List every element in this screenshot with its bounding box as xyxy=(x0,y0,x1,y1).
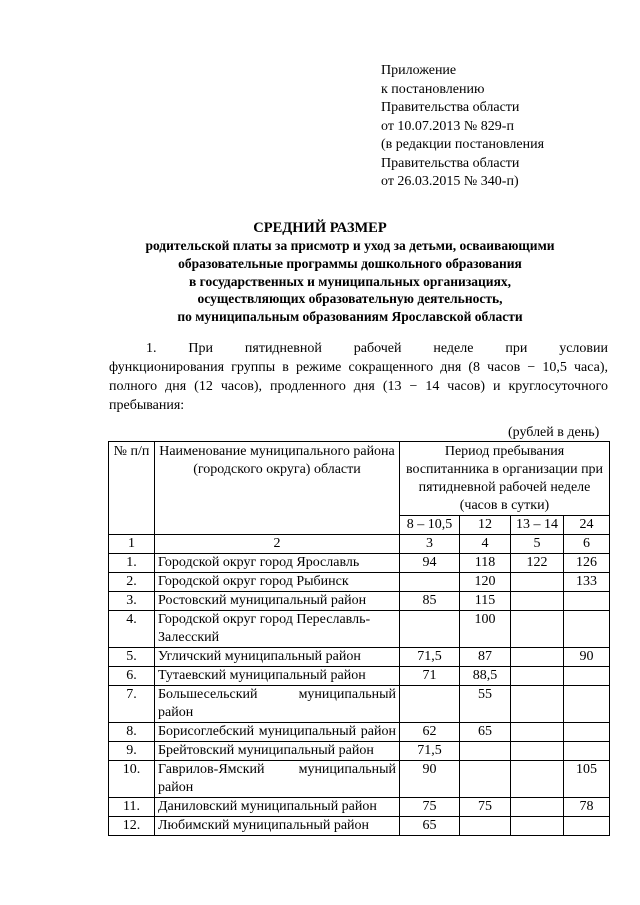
header-row xyxy=(109,442,610,516)
row-num: 10. xyxy=(109,761,155,798)
paragraph-1 xyxy=(109,339,608,415)
row-value: 65 xyxy=(400,817,460,836)
row-num: 1. xyxy=(109,554,155,573)
index-cell: 4 xyxy=(460,535,511,554)
row-value xyxy=(511,761,564,798)
row-value xyxy=(564,817,610,836)
row-name: Даниловский муниципальный район xyxy=(155,798,400,817)
document-subtitle xyxy=(96,237,604,326)
paragraph-line: функционирования группы в режиме сокращенного дня (8 часов − 10,5 часа), xyxy=(109,360,608,375)
row-num: 5. xyxy=(109,648,155,667)
row-value: 87 xyxy=(460,648,511,667)
subheader-cell: 12 xyxy=(460,516,511,535)
row-name: Гаврилов-Ямский муниципальный район xyxy=(155,761,400,798)
index-cell: 3 xyxy=(400,535,460,554)
row-value xyxy=(564,667,610,686)
row-value: 75 xyxy=(400,798,460,817)
index-cell: 6 xyxy=(564,535,610,554)
row-num: 11. xyxy=(109,798,155,817)
row-value: 71,5 xyxy=(400,648,460,667)
document-title: СРЕДНИЙ РАЗМЕР xyxy=(253,220,387,236)
row-name: Тутаевский муниципальный район xyxy=(155,667,400,686)
index-cell: 1 xyxy=(109,535,155,554)
paragraph-line: полного дня (12 часов), продленного дня (13 − 14 часов) и круглосуточного xyxy=(109,379,608,394)
row-value: 88,5 xyxy=(460,667,511,686)
table-row xyxy=(109,554,610,573)
table-row xyxy=(109,686,610,723)
row-value: 75 xyxy=(460,798,511,817)
approval-line: Правительства области xyxy=(381,100,520,115)
row-value xyxy=(460,742,511,761)
index-cell: 2 xyxy=(155,535,400,554)
row-value: 115 xyxy=(460,592,511,611)
row-name: Угличский муниципальный район xyxy=(155,648,400,667)
row-value xyxy=(564,592,610,611)
row-value: 118 xyxy=(460,554,511,573)
paragraph-word: неделе xyxy=(433,341,474,356)
subtitle-line: по муниципальным образованиям Ярославской области xyxy=(177,309,523,325)
subtitle-line: образовательные программы дошкольного образования xyxy=(178,255,522,271)
row-num: 7. xyxy=(109,686,155,723)
row-name: Ростовский муниципальный район xyxy=(155,592,400,611)
row-value xyxy=(460,817,511,836)
row-value xyxy=(511,648,564,667)
subheader-cell: 24 xyxy=(564,516,610,535)
row-value xyxy=(400,573,460,592)
row-value xyxy=(511,573,564,592)
row-value xyxy=(511,723,564,742)
row-value: 105 xyxy=(564,761,610,798)
row-value xyxy=(511,798,564,817)
row-name: Большесельский муниципальный район xyxy=(155,686,400,723)
row-name: Брейтовский муниципальный район xyxy=(155,742,400,761)
paragraph-word: при xyxy=(505,341,528,356)
subtitle-line: осуществляющих образовательную деятельность, xyxy=(197,291,503,307)
row-value: 90 xyxy=(400,761,460,798)
table-row xyxy=(109,817,610,836)
row-value: 71 xyxy=(400,667,460,686)
row-value: 65 xyxy=(460,723,511,742)
row-value xyxy=(400,686,460,723)
row-value xyxy=(511,686,564,723)
row-value xyxy=(564,723,610,742)
row-value xyxy=(564,686,610,723)
row-num: 2. xyxy=(109,573,155,592)
row-value xyxy=(460,761,511,798)
row-value: 133 xyxy=(564,573,610,592)
table-row xyxy=(109,742,610,761)
row-value: 62 xyxy=(400,723,460,742)
row-name: Городской округ город Ярославль xyxy=(155,554,400,573)
row-value: 120 xyxy=(460,573,511,592)
unit-label: (рублей в день) xyxy=(508,425,600,440)
approval-line: к постановлению xyxy=(381,81,485,97)
row-value xyxy=(511,667,564,686)
approval-line: Правительства области xyxy=(381,155,520,171)
header-name: Наименование муниципального района (городского округа) области xyxy=(155,442,400,535)
approval-block xyxy=(381,62,544,192)
paragraph-word: 1. xyxy=(146,341,157,356)
row-value xyxy=(511,742,564,761)
row-num: 3. xyxy=(109,592,155,611)
row-value: 78 xyxy=(564,798,610,817)
row-value: 126 xyxy=(564,554,610,573)
row-num: 9. xyxy=(109,742,155,761)
row-value xyxy=(564,742,610,761)
row-value: 100 xyxy=(460,611,511,648)
header-period: Период пребывания воспитанника в организации при пятидневной рабочей неделе (часов в сутки) xyxy=(400,442,610,516)
row-name: Любимский муниципальный район xyxy=(155,817,400,836)
table-row xyxy=(109,592,610,611)
row-num: 8. xyxy=(109,723,155,742)
row-value: 90 xyxy=(564,648,610,667)
row-value: 94 xyxy=(400,554,460,573)
approval-line: от 10.07.2013 № 829-п xyxy=(381,118,514,134)
paragraph-word: При xyxy=(188,341,213,356)
row-value: 85 xyxy=(400,592,460,611)
row-value: 122 xyxy=(511,554,564,573)
paragraph-word: рабочей xyxy=(353,341,402,356)
index-cell: 5 xyxy=(511,535,564,554)
row-value xyxy=(511,817,564,836)
approval-line: от 26.03.2015 № 340-п) xyxy=(381,174,519,189)
table-row xyxy=(109,573,610,592)
paragraph-line xyxy=(109,339,608,358)
row-name: Борисоглебский муниципальный район xyxy=(155,723,400,742)
row-name: Городской округ город Переславль-Залесский xyxy=(155,611,400,648)
row-value xyxy=(564,611,610,648)
header-num: № п/п xyxy=(109,442,155,535)
paragraph-word: условии xyxy=(559,341,608,356)
paragraph-line: пребывания: xyxy=(109,398,185,413)
table-row xyxy=(109,761,610,798)
table-row xyxy=(109,648,610,667)
subheader-cell: 8 – 10,5 xyxy=(400,516,460,535)
row-value: 71,5 xyxy=(400,742,460,761)
row-value: 55 xyxy=(460,686,511,723)
row-value xyxy=(400,611,460,648)
row-num: 12. xyxy=(109,817,155,836)
table-row xyxy=(109,723,610,742)
row-value xyxy=(511,592,564,611)
table-row xyxy=(109,798,610,817)
subtitle-line: родительской платы за присмотр и уход за детьми, осваивающими xyxy=(145,238,555,253)
row-value xyxy=(511,611,564,648)
subheader-cell: 13 – 14 xyxy=(511,516,564,535)
index-row xyxy=(109,535,610,554)
subtitle-line: в государственных и муниципальных организациях, xyxy=(188,273,511,289)
table-row xyxy=(109,667,610,686)
paragraph-word: пятидневной xyxy=(244,341,322,356)
row-num: 6. xyxy=(109,667,155,686)
fees-table xyxy=(108,441,610,836)
row-name: Городской округ город Рыбинск xyxy=(155,573,400,592)
approval-line: Приложение xyxy=(381,63,457,78)
approval-line: (в редакции постановления xyxy=(381,137,545,152)
table-row xyxy=(109,611,610,648)
row-num: 4. xyxy=(109,611,155,648)
